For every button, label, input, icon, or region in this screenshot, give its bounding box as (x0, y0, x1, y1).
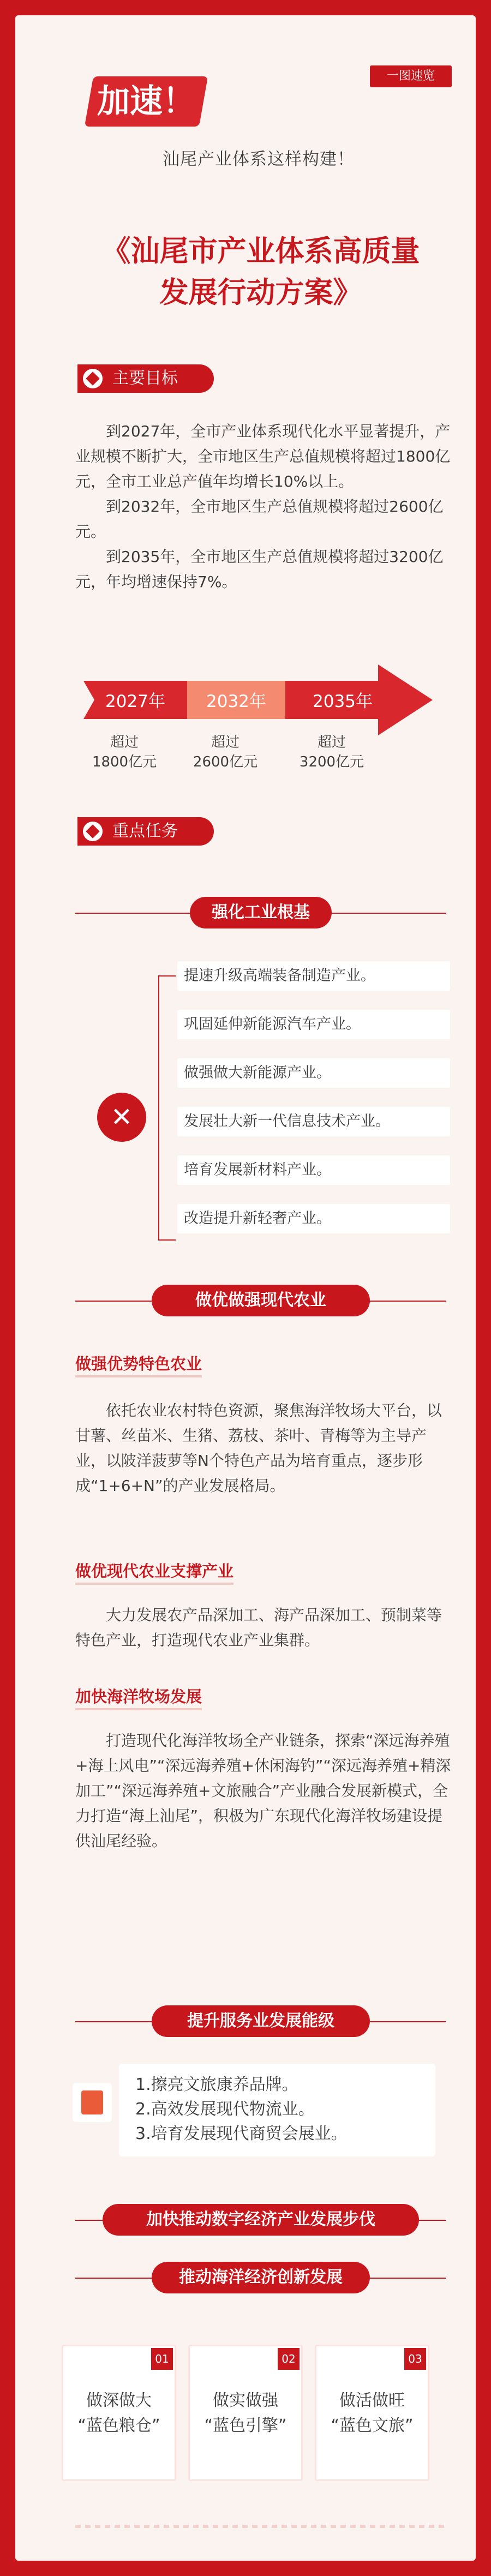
subsection-title-agriculture: 做优做强现代农业 (152, 1285, 370, 1316)
agri-subtitle: 做优现代农业支撑产业 (75, 1559, 233, 1581)
bracket-decoration (158, 975, 176, 1241)
agri-text: 依托农业农村特色资源，聚焦海洋牧场大平台，以甘薯、丝苗米、生猪、荔枝、茶叶、青梅等为主导产业，以陂洋菠萝等N个特色产品为培育重点，逐步形成“1+6+N”的产业发展格局。 (75, 1401, 442, 1495)
goals-text (75, 419, 452, 595)
subsection-title-ocean: 推动海洋经济创新发展 (152, 2262, 370, 2293)
subsection-title-industry: 强化工业根基 (190, 897, 332, 928)
goal-paragraph: 到2027年，全市产业体系现代化水平显著提升，产业规模不断扩大，全市地区生产总值规模将超过1800亿元，全市工业总产值年均增长10%以上。 (75, 422, 451, 490)
agri-text: 大力发展农产品深加工、海产品深加工、预制菜等特色产业，打造现代农业产业集群。 (75, 1606, 442, 1649)
ocean-box: 02 做实做强 “蓝色引擎” (188, 2345, 303, 2481)
industry-task: 培育发展新材料产业。 (177, 1155, 450, 1185)
goal-paragraph: 到2035年，全市地区生产总值规模将超过3200亿元，年均增速保持7%。 (75, 548, 444, 591)
industry-task: 提速升级高端装备制造产业。 (177, 961, 450, 991)
section-heading-tasks: 重点任务 (77, 817, 214, 846)
tools-icon: ✕ (97, 1093, 146, 1142)
section-heading-goals: 主要目标 (77, 364, 214, 393)
timeline-year: 2032年 (206, 692, 266, 711)
agri-text: 打造现代化海洋牧场全产业链条，探索“深远海养殖+海上风电”“深远海养殖+休闲海钓”“深远海养殖+精深加工”“深远海养殖+文旅融合”产业融合发展新模式，全力打造“海上汕尾”，积极为广东现代化海洋牧场建设提供汕尾经验。 (75, 1732, 451, 1850)
ocean-box: 03 做活做旺 “蓝色文旅” (315, 2345, 429, 2481)
document-title-line2: 发展行动方案》 (159, 276, 362, 309)
stamp-label: 一图速览 (370, 65, 452, 87)
goal-paragraph: 到2032年，全市地区生产总值规模将超过2600亿元。 (75, 498, 444, 541)
timeline-label: 超过 2600亿元 (193, 734, 258, 770)
timeline-year: 2035年 (313, 692, 373, 711)
subsection-title-digital: 加快推动数字经济产业发展步伐 (103, 2204, 419, 2236)
service-item: 2.高效发展现代物流业。 (135, 2100, 315, 2119)
subsection-title-service: 提升服务业发展能级 (152, 2005, 370, 2037)
timeline-year: 2027年 (105, 692, 165, 711)
download-icon (73, 2083, 112, 2122)
ocean-box: 01 做深做大 “蓝色粮仓” (62, 2345, 176, 2481)
house-icon (83, 369, 103, 388)
agri-subtitle: 做强优势特色农业 (75, 1352, 202, 1374)
document-title-line1: 《汕尾市产业体系高质量 (101, 235, 420, 268)
agri-subtitle: 加快海洋牧场发展 (75, 1685, 202, 1707)
service-list (119, 2064, 435, 2156)
service-item: 3.培育发展现代商贸会展业。 (135, 2124, 348, 2143)
bottom-dots-decoration (75, 2525, 446, 2528)
industry-task: 巩固延伸新能源汽车产业。 (177, 1010, 450, 1039)
industry-task: 改造提升新轻奢产业。 (177, 1204, 450, 1233)
timeline-label: 超过 1800亿元 (92, 734, 157, 770)
hero-subtitle: 汕尾产业体系这样构建！ (163, 149, 355, 169)
content-card (15, 15, 476, 2561)
timeline-label: 超过 3200亿元 (299, 734, 364, 770)
hero-title: 加速！ (85, 76, 208, 127)
industry-task: 发展壮大新一代信息技术产业。 (177, 1107, 450, 1136)
industry-task: 做强做大新能源产业。 (177, 1058, 450, 1088)
service-item: 1.擦亮文旅康养品牌。 (135, 2075, 298, 2094)
document-title (70, 231, 452, 314)
house-icon (83, 822, 103, 841)
